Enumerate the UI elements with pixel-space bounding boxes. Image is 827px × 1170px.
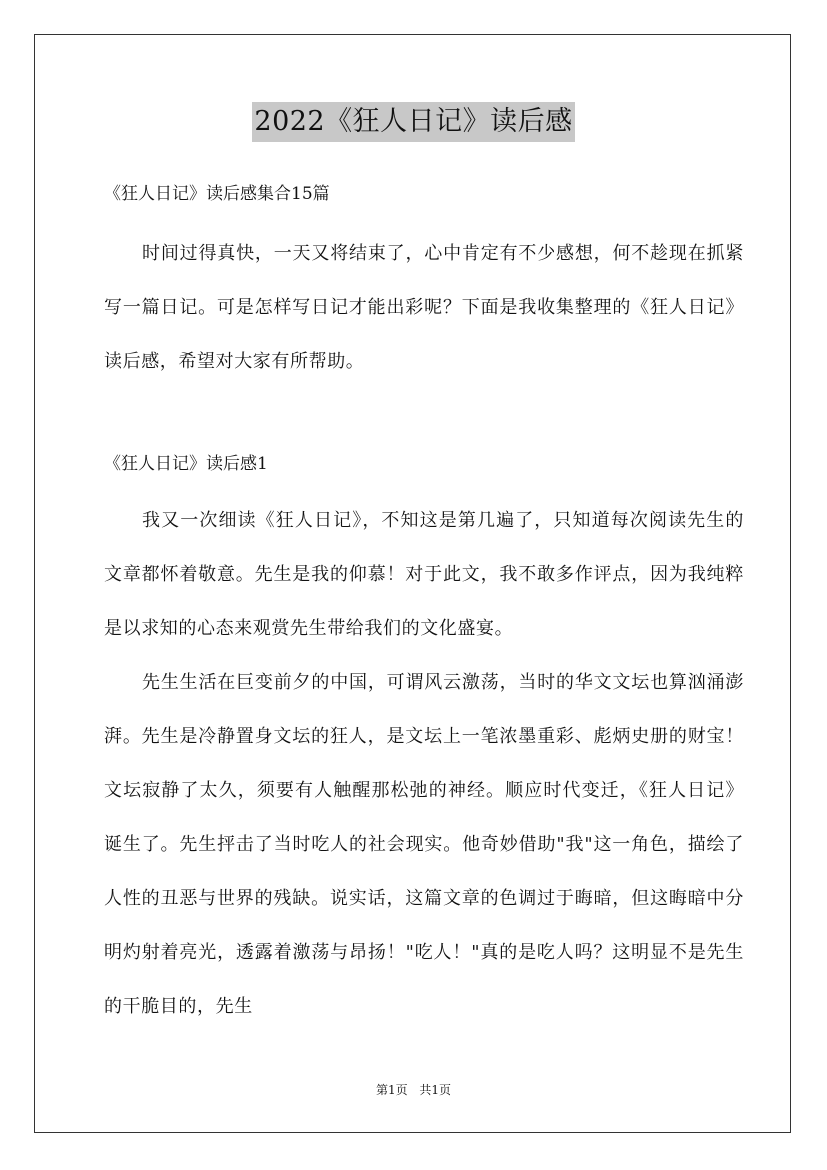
page-number-current: 第1页: [375, 1083, 408, 1097]
page-footer: [0, 1082, 827, 1098]
document-subtitle: 《狂人日记》读后感集合15篇: [104, 184, 330, 204]
intro-paragraph: 时间过得真快，一天又将结束了，心中肯定有不少感想，何不趁现在抓紧写一篇日记。可是怎样写日记才能出彩呢？下面是我收集整理的《狂人日记》读后感，希望对大家有所帮助。: [104, 243, 744, 372]
document-title: 2022《狂人日记》读后感: [252, 102, 574, 142]
body-paragraph-2: 先生生活在巨变前夕的中国，可谓风云激荡，当时的华文文坛也算汹涌澎湃。先生是冷静置身文坛的狂人，是文坛上一笔浓墨重彩、彪炳史册的财宝！文坛寂静了太久，须要有人触醒那松弛的神经。顺应时代变迁，《狂人日记》诞生了。先生抨击了当时吃人的社会现实。他奇妙借助"我"这一角色，描绘了人性的丑恶与世界的残缺。说实话，这篇文章的色调过于晦暗，但这晦暗中分明灼射着亮光，透露着激荡与昂扬！"吃人！"真的是吃人吗？这明显不是先生的干脆目的，先生: [104, 672, 744, 1017]
page-number-total: 共1页: [419, 1083, 452, 1097]
section-heading: 《狂人日记》读后感1: [104, 454, 268, 474]
title-container: [0, 102, 827, 142]
body-paragraph-1: 我又一次细读《狂人日记》，不知这是第几遍了，只知道每次阅读先生的文章都怀着敬意。先生是我的仰慕！对于此文，我不敢多作评点，因为我纯粹是以求知的心态来观赏先生带给我们的文化盛宴。: [104, 510, 744, 639]
